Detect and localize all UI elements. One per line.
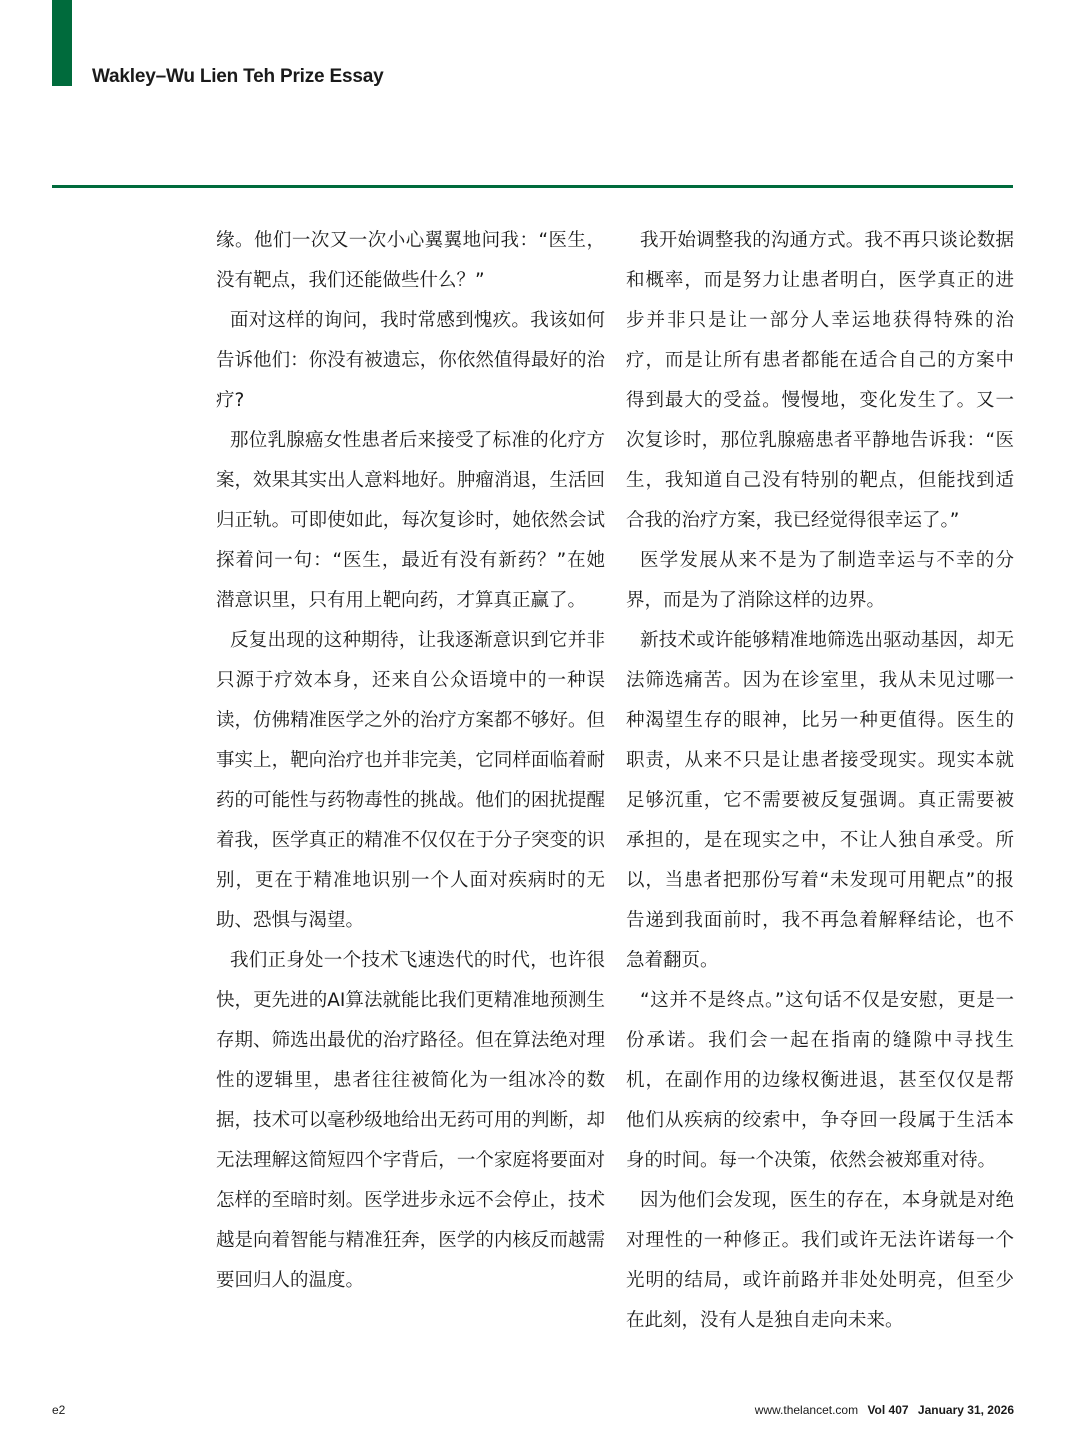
issue-date: January 31, 2026	[917, 1403, 1014, 1417]
paragraph: 面对这样的询问，我时常感到愧疚。我该如何告诉他们：你没有被遗忘，你依然值得最好的治疗?	[216, 310, 605, 411]
paragraph: 反复出现的这种期待，让我逐渐意识到它并非只源于疗效本身，还来自公众语境中的一种误读，仿佛精准医学之外的治疗方案都不够好。但事实上，靶向治疗也并非完美，它同样面临着耐药的可能性与药物毒性的挑战。他们的困扰提醒着我，医学真正的精准不仅仅在于分子突变的识别，更在于精准地识别一个人面对疾病时的无助、恐惧与渴望。	[216, 630, 605, 931]
paragraph: 那位乳腺癌女性患者后来接受了标准的化疗方案，效果其实出人意料地好。肿瘤消退，生活回归正轨。可即使如此，每次复诊时，她依然会试探着问一句：“医生，最近有没有新药？”在她潜意识里，只有用上靶向药，才算真正赢了。	[216, 430, 605, 611]
section-title: Wakley–Wu Lien Teh Prize Essay	[92, 66, 384, 87]
article-column-left	[216, 221, 605, 1301]
header-divider	[52, 185, 1013, 188]
paragraph: 因为他们会发现，医生的存在，本身就是对绝对理性的一种修正。我们或许无法许诺每一个光明的结局，或许前路并非处处明亮，但至少在此刻，没有人是独自走向未来。	[626, 1190, 1014, 1331]
section-color-bar	[52, 0, 72, 86]
paragraph: 医学发展从来不是为了制造幸运与不幸的分界，而是为了消除这样的边界。	[626, 550, 1014, 611]
paragraph: 我们正身处一个技术飞速迭代的时代，也许很快，更先进的AI算法就能比我们更精准地预测生存期、筛选出最优的治疗路径。但在算法绝对理性的逻辑里，患者往往被简化为一组冰冷的数据，技术可以毫秒级地给出无药可用的判断，却无法理解这简短四个字背后，一个家庭将要面对怎样的至暗时刻。医学进步永远不会停止，技术越是向着智能与精准狂奔，医学的内核反而越需要回归人的温度。	[216, 950, 605, 1291]
journal-footer	[749, 1403, 1014, 1417]
paragraph: 缘。他们一次又一次小心翼翼地问我：“医生，没有靶点，我们还能做些什么？”	[216, 230, 605, 291]
paragraph: 新技术或许能够精准地筛选出驱动基因，却无法筛选痛苦。因为在诊室里，我从未见过哪一种渴望生存的眼神，比另一种更值得。医生的职责，从来不只是让患者接受现实。现实本就足够沉重，它不需要被反复强调。真正需要被承担的，是在现实之中，不让人独自承受。所以，当患者把那份写着“未发现可用靶点”的报告递到我面前时，我不再急着解释结论，也不急着翻页。	[626, 630, 1014, 971]
article-column-right	[626, 221, 1014, 1341]
journal-website-link[interactable]: www.thelancet.com	[754, 1403, 859, 1417]
paragraph: 我开始调整我的沟通方式。我不再只谈论数据和概率，而是努力让患者明白，医学真正的进步并非只是让一部分人幸运地获得特殊的治疗，而是让所有患者都能在适合自己的方案中得到最大的受益。慢慢地，变化发生了。又一次复诊时，那位乳腺癌患者平静地告诉我：“医生，我知道自己没有特别的靶点，但能找到适合我的治疗方案，我已经觉得很幸运了。”	[626, 230, 1014, 531]
page-number: e2	[52, 1403, 66, 1417]
paragraph: “这并不是终点。”这句话不仅是安慰，更是一份承诺。我们会一起在指南的缝隙中寻找生机，在副作用的边缘权衡进退，甚至仅仅是帮他们从疾病的绞索中，争夺回一段属于生活本身的时间。每一个决策，依然会被郑重对待。	[626, 990, 1014, 1171]
journal-volume: Vol 407	[867, 1403, 909, 1417]
